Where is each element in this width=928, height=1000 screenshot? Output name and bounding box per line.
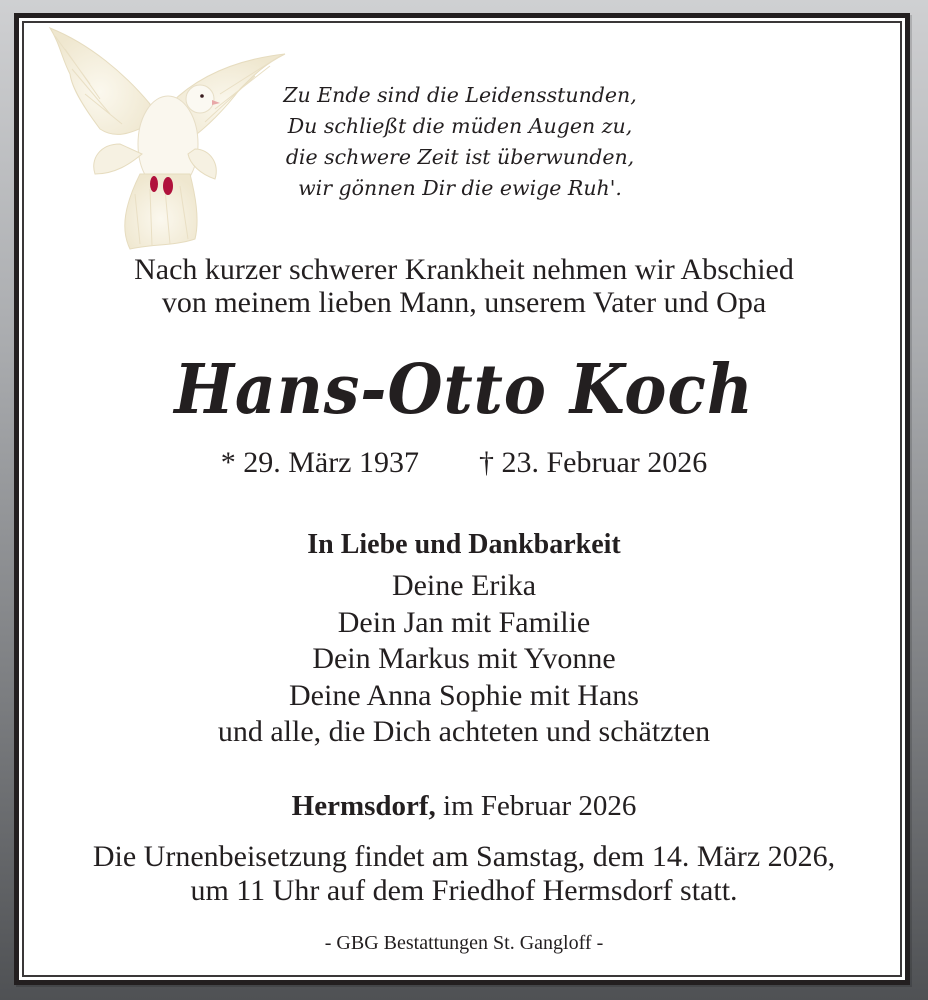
mourner-line: Dein Jan mit Familie	[337, 605, 591, 639]
place-date-text: im Februar 2026	[435, 790, 637, 822]
poem	[250, 80, 670, 204]
life-dates	[0, 445, 928, 481]
burial-info	[0, 840, 928, 908]
place-date	[0, 788, 928, 824]
deceased-name: Hans-Otto Koch	[174, 350, 754, 430]
burial-line: um 11 Uhr auf dem Friedhof Hermsdorf statt.	[190, 874, 738, 907]
place-town: Hermsdorf,	[291, 790, 436, 822]
poem-line: Du schließt die müden Augen zu,	[287, 114, 633, 138]
mourner-line: Dein Markus mit Yvonne	[312, 642, 616, 675]
mourners-heading: In Liebe und Dankbarkeit	[307, 529, 621, 560]
burial-line: Die Urnenbeisetzung findet am Samstag, dem 14. März 2026,	[92, 840, 836, 873]
intro-text	[0, 253, 928, 319]
mourner-line: Deine Anna Sophie mit Hans	[289, 678, 639, 712]
intro-line: von meinem lieben Mann, unserem Vater und Opa	[161, 286, 767, 319]
mourners-list	[0, 568, 928, 751]
poem-line: die schwere Zeit ist überwunden,	[285, 145, 635, 169]
birth-date: * 29. März 1937	[220, 446, 419, 479]
death-date: † 23. Februar 2026	[479, 446, 708, 479]
intro-line: Nach kurzer schwerer Krankheit nehmen wir Abschied	[134, 253, 794, 286]
mourner-line: Deine Erika	[391, 569, 537, 602]
poem-line: Zu Ende sind die Leidensstunden,	[283, 83, 637, 107]
poem-line: wir gönnen Dir die ewige Ruh'.	[298, 176, 622, 200]
undertaker: - GBG Bestattungen St. Gangloff -	[324, 932, 604, 954]
mourner-line: und alle, die Dich achteten und schätzten	[217, 715, 711, 748]
